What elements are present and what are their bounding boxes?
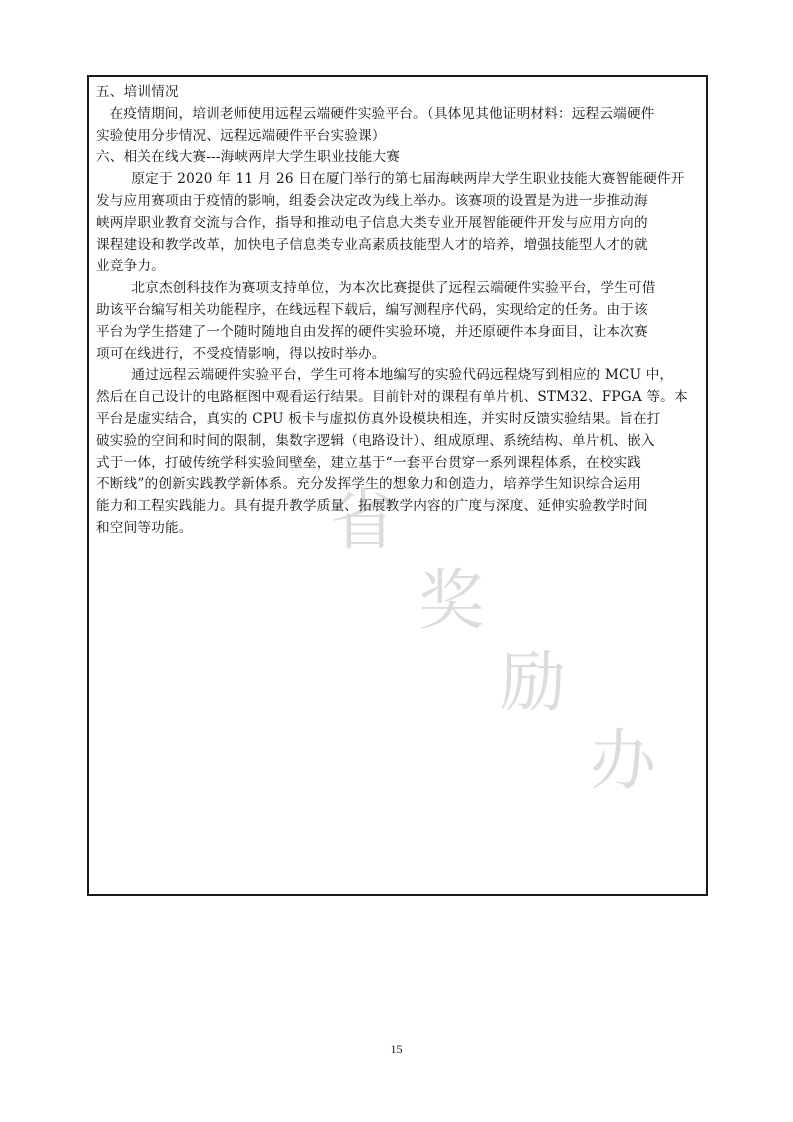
para1-line-4: 课程建设和教学改革，加快电子信息类专业高素质技能型人才的培养，增强技能型人才的就 xyxy=(96,236,648,253)
watermark-char-1: 省 xyxy=(330,482,396,559)
training-line-2: 实验使用分步情况、远程远端硬件平台实验课） xyxy=(96,127,386,144)
para3-line-8: 和空间等功能。 xyxy=(96,519,193,536)
para3-line-7: 能力和工程实践能力。具有提升教学质量、拓展教学内容的广度与深度、延伸实验教学时间 xyxy=(96,498,648,515)
watermark-char-2: 奖 xyxy=(418,562,484,639)
para1-line-5: 业竞争力。 xyxy=(96,258,165,275)
para3-line-5: 式于一体，打破传统学科实验间壁垒，建立基于“一套平台贯穿一系列课程体系，在校实践 xyxy=(96,454,642,471)
para3-line-1: 通过远程云端硬件实验平台，学生可将本地编写的实验代码远程烧写到相应的 MCU 中， xyxy=(131,367,674,384)
para3-line-6: 不断线”的创新实践教学新体系。充分发挥学生的想象力和创造力，培养学生知识综合运用 xyxy=(96,476,642,493)
para1-line-3: 峡两岸职业教育交流与合作，指导和推动电子信息大类专业开展智能硬件开发与应用方向的 xyxy=(96,214,648,231)
para3-line-3: 平台是虚实结合，真实的 CPU 板卡与虚拟仿真外设模块相连，并实时反馈实验结果。旨在打 xyxy=(96,410,661,427)
contest-heading: 六、相关在线大赛---海峡两岸大学生职业技能大赛 xyxy=(96,149,401,166)
watermark-char-3: 励 xyxy=(500,644,566,721)
para2-line-4: 项可在线进行，不受疫情影响，得以按时举办。 xyxy=(96,345,386,362)
watermark-char-4: 办 xyxy=(590,722,656,799)
para1-line-1: 原定于 2020 年 11 月 26 日在厦门举行的第七届海峡两岸大学生职业技能大赛智能硬件开 xyxy=(131,171,685,188)
page-number: 15 xyxy=(390,1042,403,1056)
training-line-1: 在疫情期间，培训老师使用远程云端硬件实验平台。（具体见其他证明材料：远程云端硬件 xyxy=(109,105,655,122)
para3-line-2: 然后在自己设计的电路框图中观看运行结果。目前针对的课程有单片机、STM32、FPGA 等。本 xyxy=(96,389,688,406)
training-heading: 五、培训情况 xyxy=(96,84,179,100)
content-frame xyxy=(87,75,708,896)
para2-line-1: 北京杰创科技作为赛项支持单位，为本次比赛提供了远程云端硬件实验平台，学生可借 xyxy=(131,280,656,297)
para3-line-4: 破实验的空间和时间的限制，集数字逻辑（电路设计）、组成原理、系统结构、单片机、嵌入 xyxy=(96,432,655,449)
para2-line-3: 平台为学生搭建了一个随时随地自由发挥的硬件实验环境，并还原硬件本身面目，让本次赛 xyxy=(96,323,648,340)
para1-line-2: 发与应用赛项由于疫情的影响，组委会决定改为线上举办。该赛项的设置是为进一步推动海 xyxy=(96,192,648,209)
para2-line-2: 助该平台编写相关功能程序，在线远程下载后，编写测程序代码，实现给定的任务。由于该 xyxy=(96,301,648,318)
